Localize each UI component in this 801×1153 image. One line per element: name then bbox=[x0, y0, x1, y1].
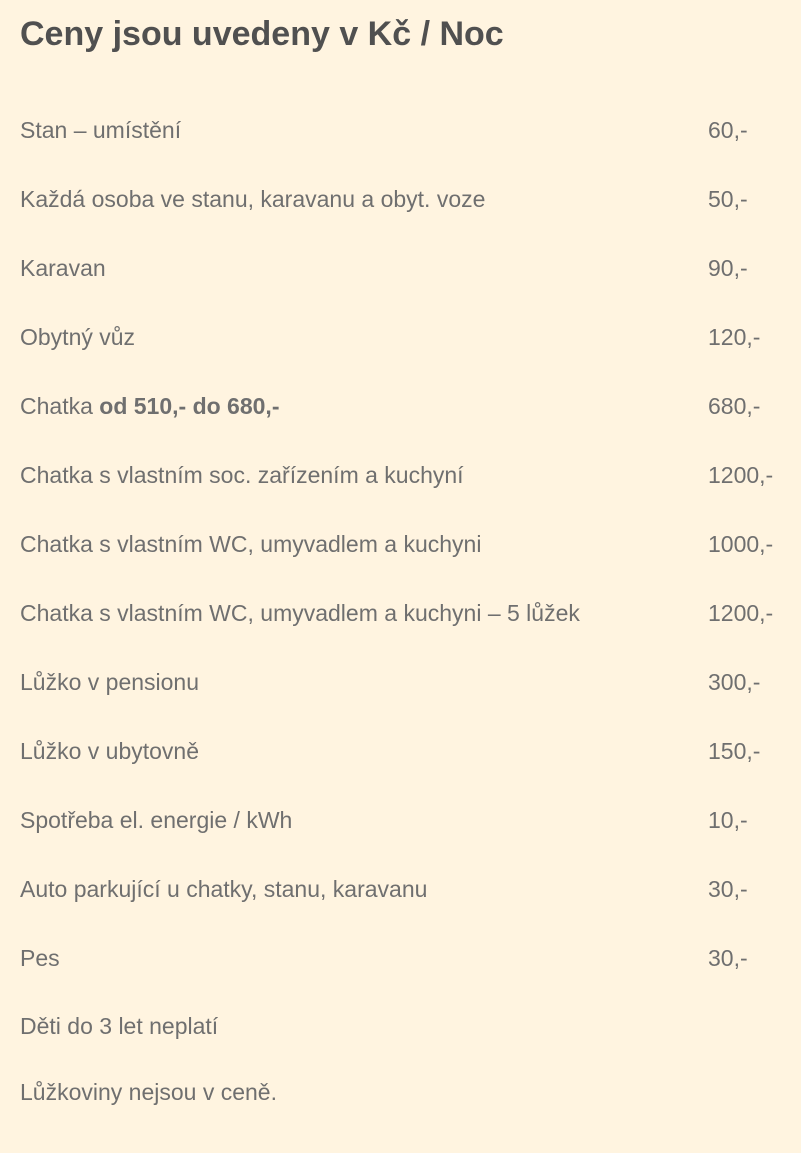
price-row-value: 60,- bbox=[708, 117, 748, 143]
price-row-label: Obytný vůz bbox=[20, 324, 136, 350]
price-row-car-parking bbox=[20, 855, 801, 924]
price-list bbox=[20, 96, 801, 993]
price-row-label: Spotřeba el. energie / kWh bbox=[20, 807, 293, 833]
price-row-value: 300,- bbox=[708, 669, 761, 695]
price-row-value: 150,- bbox=[708, 738, 761, 764]
price-row-dog bbox=[20, 924, 801, 993]
price-row-label: Karavan bbox=[20, 255, 106, 281]
price-row-cabin-5-beds bbox=[20, 579, 801, 648]
note-bedding-not-included: Lůžkoviny nejsou v ceně. bbox=[20, 1079, 277, 1105]
price-row-tent bbox=[20, 96, 801, 165]
note-children-free: Děti do 3 let neplatí bbox=[20, 1013, 219, 1039]
price-row-value: 120,- bbox=[708, 324, 761, 350]
price-row-value: 50,- bbox=[708, 186, 748, 212]
price-row-label: Lůžko v ubytovně bbox=[20, 738, 200, 764]
price-row-label bbox=[20, 372, 279, 441]
price-row-cabin-wc-kitchen bbox=[20, 510, 801, 579]
price-row-label: Chatka s vlastním soc. zařízením a kuchyní bbox=[20, 462, 464, 488]
price-row-label: Každá osoba ve stanu, karavanu a obyt. voze bbox=[20, 186, 486, 212]
price-row-cabin bbox=[20, 372, 801, 441]
price-row-caravan bbox=[20, 234, 801, 303]
price-row-value: 1200,- bbox=[708, 600, 774, 626]
price-row-label: Chatka s vlastním WC, umyvadlem a kuchyni bbox=[20, 531, 482, 557]
price-range-bold: od 510,- do 680,- bbox=[99, 393, 280, 419]
price-row-value: 10,- bbox=[708, 807, 748, 833]
price-row-motorhome bbox=[20, 303, 801, 372]
price-row-value: 90,- bbox=[708, 255, 748, 281]
price-row-label: Lůžko v pensionu bbox=[20, 669, 200, 695]
price-row-value: 30,- bbox=[708, 876, 748, 902]
price-row-person bbox=[20, 165, 801, 234]
price-row-cabin-facilities-kitchen bbox=[20, 441, 801, 510]
price-row-hostel-bed bbox=[20, 717, 801, 786]
price-row-label: Stan – umístění bbox=[20, 117, 182, 143]
price-row-label: Pes bbox=[20, 945, 60, 971]
price-row-pension-bed bbox=[20, 648, 801, 717]
price-row-label-text: Chatka bbox=[20, 393, 100, 419]
price-row-value: 30,- bbox=[708, 945, 748, 971]
price-row-label: Auto parkující u chatky, stanu, karavanu bbox=[20, 876, 428, 902]
page-title: Ceny jsou uvedeny v Kč / Noc bbox=[20, 15, 504, 53]
price-row-electricity bbox=[20, 786, 801, 855]
price-row-label: Chatka s vlastním WC, umyvadlem a kuchyni – 5 lůžek bbox=[20, 600, 580, 626]
price-row-value: 1200,- bbox=[708, 462, 774, 488]
price-row-value: 680,- bbox=[708, 393, 761, 419]
price-row-value: 1000,- bbox=[708, 531, 774, 557]
